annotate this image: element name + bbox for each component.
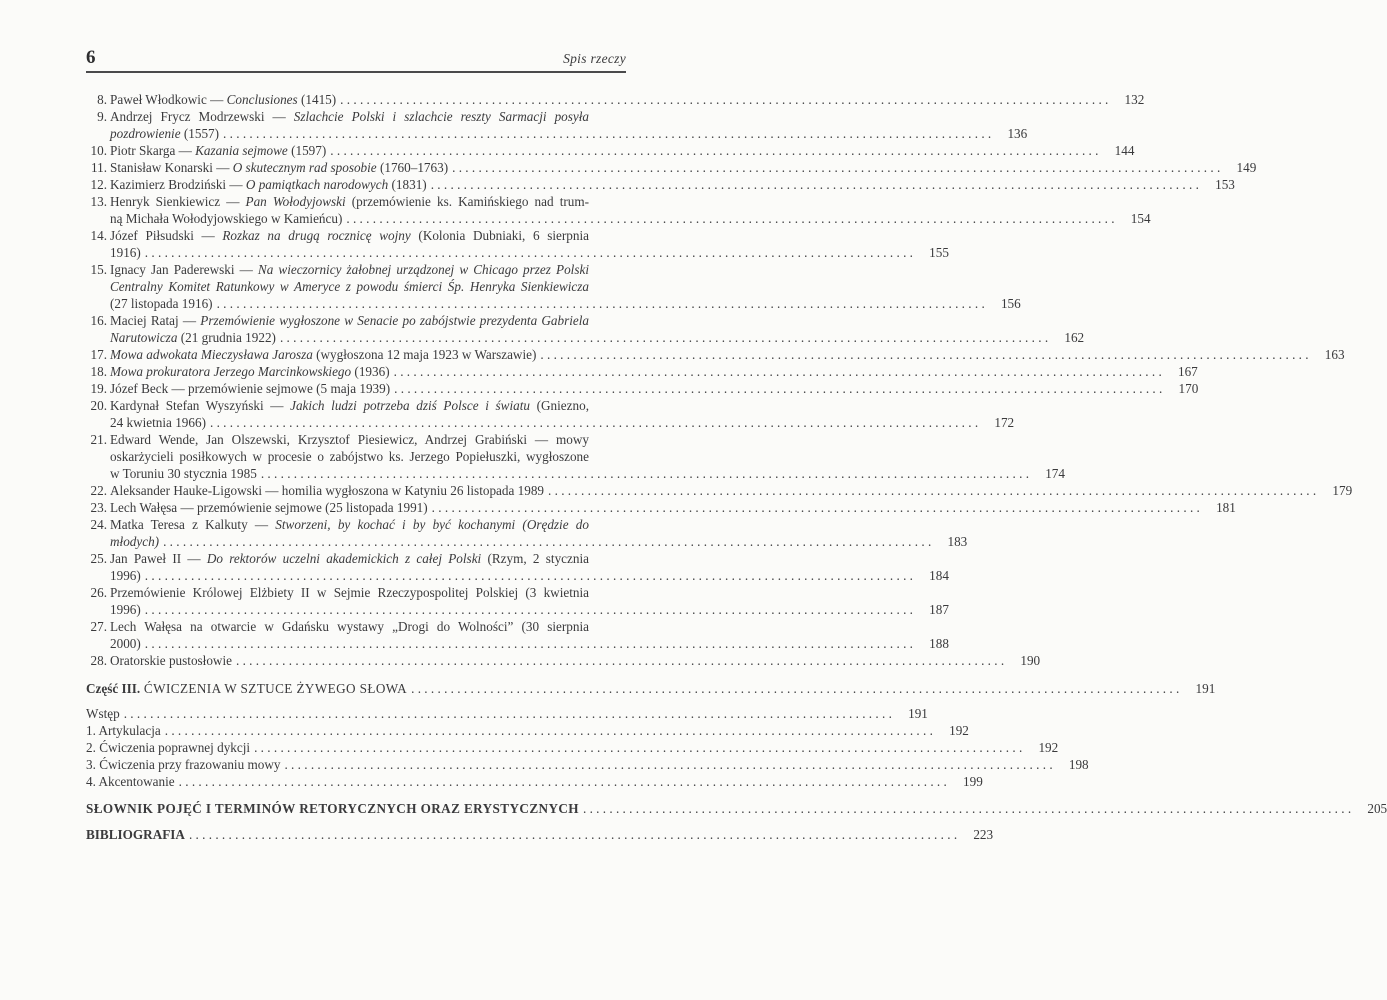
entry-number: 28. bbox=[90, 653, 107, 668]
toc-subentry[interactable] bbox=[86, 739, 1059, 756]
leader-dots bbox=[340, 91, 1108, 108]
toc-entry[interactable] bbox=[86, 346, 1345, 363]
entry-detail: 24 kwietnia 1966) bbox=[110, 415, 206, 430]
entry-title: Szlachcie Polski i szlachcie reszty Sarmacji posyła bbox=[293, 109, 589, 124]
leader-dots bbox=[217, 295, 985, 312]
page-ref: 183 bbox=[947, 534, 968, 549]
entry-title: O pamiątkach narodowych bbox=[245, 177, 389, 192]
toc-entry-line bbox=[86, 244, 949, 261]
page-ref: 199 bbox=[963, 774, 983, 789]
page-ref: 187 bbox=[929, 602, 949, 617]
toc-entry-line bbox=[86, 227, 625, 244]
part3-items bbox=[86, 705, 1089, 790]
entry-author: Stanisław Konarski — bbox=[110, 160, 233, 175]
entry-text bbox=[110, 91, 336, 108]
toc-entry-line bbox=[86, 533, 968, 550]
page-number: 6 bbox=[86, 47, 96, 68]
toc-entries bbox=[86, 91, 1353, 669]
entry-text bbox=[110, 159, 448, 176]
entry-text bbox=[110, 329, 276, 346]
toc-subentry[interactable] bbox=[86, 756, 1089, 773]
entry-detail: (27 listopada 1916) bbox=[110, 296, 213, 311]
page-ref: 181 bbox=[1216, 500, 1236, 515]
toc-entry-line bbox=[86, 363, 1198, 380]
toc-entry[interactable] bbox=[86, 380, 1199, 397]
page-ref: 154 bbox=[1130, 211, 1151, 226]
toc-entry-line bbox=[86, 329, 1085, 346]
toc-entry[interactable] bbox=[86, 431, 1065, 482]
entry-text bbox=[110, 312, 625, 329]
entry-text bbox=[110, 193, 625, 210]
entry-detail: 2000) bbox=[110, 636, 141, 651]
page-ref: 190 bbox=[1020, 653, 1041, 668]
bibliography-label: BIBLIOGRAFIA bbox=[86, 827, 185, 842]
entry-author: Kardynał Stefan Wyszyński — bbox=[110, 398, 291, 413]
toc-subentry[interactable] bbox=[86, 722, 969, 739]
toc-entry-line bbox=[86, 159, 1257, 176]
entry-number: 24. bbox=[90, 517, 107, 532]
toc-entry-line bbox=[86, 312, 625, 329]
toc-entry-line bbox=[86, 550, 625, 567]
toc-glossary[interactable] bbox=[86, 800, 1387, 817]
leader-dots bbox=[431, 176, 1199, 193]
entry-number: 11. bbox=[91, 160, 107, 175]
entry-detail: Lech Wałęsa na otwarcie w Gdańsku wystawy „Drogi do Wolności” (30 sierpnia bbox=[110, 619, 589, 634]
entry-text bbox=[110, 142, 326, 159]
page-ref: 153 bbox=[1215, 177, 1235, 192]
toc-entry[interactable] bbox=[86, 397, 1015, 431]
entry-detail: 1916) bbox=[110, 245, 141, 260]
entry-text bbox=[110, 414, 206, 431]
page-ref: 192 bbox=[1038, 740, 1059, 755]
entry-detail: (1936) bbox=[351, 364, 390, 379]
entry-author: Lech Wałęsa — bbox=[110, 500, 197, 515]
entry-text bbox=[110, 601, 141, 618]
page-ref: 184 bbox=[929, 568, 949, 583]
toc-entry-line bbox=[86, 465, 1065, 482]
entry-author: Aleksander Hauke-Ligowski — bbox=[110, 483, 282, 498]
entry-text bbox=[110, 550, 625, 567]
toc-entry[interactable] bbox=[86, 176, 1235, 193]
entry-text bbox=[110, 584, 625, 601]
entry-title: Mowa prokuratora Jerzego Marcinkowskiego bbox=[110, 364, 352, 379]
entry-text bbox=[110, 635, 141, 652]
toc-entry[interactable] bbox=[86, 227, 949, 261]
page-header bbox=[86, 47, 626, 73]
toc-entry-line bbox=[86, 380, 1199, 397]
subentry-label: 3. Ćwiczenia przy frazowaniu mowy bbox=[86, 757, 281, 772]
page-ref: 167 bbox=[1177, 364, 1198, 379]
toc-entry[interactable] bbox=[86, 261, 1021, 312]
entry-title: Conclusiones bbox=[226, 92, 298, 107]
page-ref: 179 bbox=[1332, 483, 1353, 498]
entry-title: O skutecznym rad sposobie bbox=[232, 160, 377, 175]
entry-number: 15. bbox=[90, 262, 107, 277]
entry-number: 13. bbox=[90, 194, 107, 209]
entry-detail: (Gniezno, bbox=[529, 398, 589, 413]
toc-entry[interactable] bbox=[86, 312, 1085, 346]
page-ref: 156 bbox=[1000, 296, 1021, 311]
page-ref: 163 bbox=[1324, 347, 1345, 362]
toc-entry-line bbox=[86, 414, 1015, 431]
toc-entry[interactable] bbox=[86, 550, 949, 584]
toc-entry[interactable] bbox=[86, 363, 1198, 380]
entry-title: Przemówienie wygłoszone w Senacie po zabójstwie prezydenta Gabriela bbox=[200, 313, 590, 328]
entry-text bbox=[110, 278, 625, 295]
toc-entry[interactable] bbox=[86, 108, 1028, 142]
entry-detail: oskarżycieli posiłkowych w procesie o zabójstwo ks. Jerzego Popiełuszki, wygłoszone bbox=[110, 449, 589, 464]
toc-entry-line bbox=[86, 567, 949, 584]
toc-entry[interactable] bbox=[86, 482, 1353, 499]
entry-number: 16. bbox=[90, 313, 107, 328]
leader-dots bbox=[145, 567, 913, 584]
entry-detail: (Kolonia Dubniaki, 6 sierpnia bbox=[410, 228, 590, 243]
toc-entry[interactable] bbox=[86, 516, 968, 550]
entry-title: Kazania sejmowe bbox=[195, 143, 288, 158]
toc-entry-line bbox=[86, 125, 1028, 142]
toc-entry[interactable] bbox=[86, 618, 949, 652]
leader-dots bbox=[284, 756, 1052, 773]
toc-entry-line bbox=[86, 635, 949, 652]
entry-text bbox=[110, 652, 232, 669]
toc-entry[interactable] bbox=[86, 584, 949, 618]
toc-entry-line bbox=[86, 448, 625, 465]
toc-entry[interactable] bbox=[86, 159, 1257, 176]
page-ref: 223 bbox=[973, 827, 994, 842]
leader-dots bbox=[261, 465, 1029, 482]
leader-dots bbox=[583, 800, 1351, 817]
entry-author: Ignacy Jan Paderewski — bbox=[110, 262, 258, 277]
entry-title: Narutowicza bbox=[110, 330, 178, 345]
entry-text bbox=[110, 516, 625, 533]
toc-entry[interactable] bbox=[86, 499, 1236, 516]
page-ref: 174 bbox=[1045, 466, 1065, 481]
entry-detail: (1597) bbox=[287, 143, 327, 158]
leader-dots bbox=[145, 244, 913, 261]
entry-detail: (przemówienie ks. Kamińskiego nad trum- bbox=[345, 194, 589, 209]
entry-detail: przemówienie sejmowe (25 listopada 1991) bbox=[196, 500, 428, 515]
toc-entry-line bbox=[86, 210, 1151, 227]
leader-dots bbox=[223, 125, 991, 142]
page-ref: 155 bbox=[929, 245, 949, 260]
page-ref: 162 bbox=[1064, 330, 1085, 345]
toc-entry-line bbox=[86, 618, 625, 635]
running-title: Spis rzeczy bbox=[563, 51, 626, 66]
entry-detail: (Rzym, 2 stycznia bbox=[481, 551, 589, 566]
page-ref: 191 bbox=[908, 706, 928, 721]
page-ref: 191 bbox=[1195, 681, 1216, 696]
entry-author: Matka Teresa z Kalkuty — bbox=[110, 517, 276, 532]
page-ref: 132 bbox=[1124, 92, 1145, 107]
entry-author: Andrzej Frycz Modrzewski — bbox=[110, 109, 294, 124]
toc-entry-line bbox=[86, 601, 949, 618]
leader-dots bbox=[452, 159, 1220, 176]
toc-entry-line bbox=[86, 193, 625, 210]
page-ref: 149 bbox=[1236, 160, 1257, 175]
entry-text bbox=[110, 227, 625, 244]
entry-number: 20. bbox=[90, 398, 107, 413]
leader-dots bbox=[330, 142, 1098, 159]
leader-dots bbox=[394, 363, 1162, 380]
entry-number: 10. bbox=[90, 143, 107, 158]
entry-title: Do rektorów uczelni akademickich z całej Polski bbox=[206, 551, 482, 566]
glossary-label: SŁOWNIK POJĘĆ I TERMINÓW RETORYCZNYCH ORAZ ERYSTYCZNYCH bbox=[86, 801, 579, 816]
entry-title: Mowa adwokata Mieczysława Jarosza bbox=[110, 347, 313, 362]
part-label: Część III. bbox=[86, 681, 141, 696]
entry-number: 9. bbox=[97, 109, 107, 124]
entry-text bbox=[110, 210, 342, 227]
leader-dots bbox=[124, 705, 892, 722]
entry-number: 19. bbox=[90, 381, 107, 396]
entry-text bbox=[110, 363, 390, 380]
toc-entry-line bbox=[86, 278, 625, 295]
entry-title: Pan Wołodyjowski bbox=[245, 194, 346, 209]
leader-dots bbox=[540, 346, 1308, 363]
entry-author: Edward Wende, Jan Olszewski, Krzysztof Piesiewicz, Andrzej Grabiński — bbox=[110, 432, 557, 447]
entry-number: 17. bbox=[90, 347, 107, 362]
entry-text bbox=[110, 618, 625, 635]
leader-dots bbox=[236, 652, 1004, 669]
entry-text bbox=[110, 108, 625, 125]
entry-detail: (1415) bbox=[297, 92, 337, 107]
toc-subentry[interactable] bbox=[86, 705, 928, 722]
subentry-label: 4. Akcentowanie bbox=[86, 774, 175, 789]
entry-number: 21. bbox=[90, 432, 107, 447]
entry-text bbox=[110, 295, 213, 312]
entry-title: młodych) bbox=[110, 534, 160, 549]
entry-text bbox=[110, 261, 625, 278]
toc-entry-line bbox=[86, 584, 625, 601]
leader-dots bbox=[163, 533, 931, 550]
entry-detail: mowy bbox=[556, 432, 589, 447]
entry-text bbox=[110, 397, 625, 414]
entry-text bbox=[110, 346, 536, 363]
subentry-label: 1. Artykulacja bbox=[86, 723, 161, 738]
entry-text bbox=[110, 448, 625, 465]
entry-text bbox=[110, 176, 427, 193]
entry-author: Paweł Włodkowic — bbox=[110, 92, 227, 107]
entry-author: Maciej Rataj — bbox=[110, 313, 201, 328]
entry-author: Kazimierz Brodziński — bbox=[110, 177, 246, 192]
entry-text bbox=[110, 465, 257, 482]
entry-text bbox=[110, 431, 625, 448]
leader-dots bbox=[411, 680, 1179, 697]
toc-entry-line bbox=[86, 142, 1135, 159]
part-title: ĆWICZENIA W SZTUCE ŻYWEGO SŁOWA bbox=[140, 681, 408, 696]
toc-entry-line bbox=[86, 261, 625, 278]
entry-text bbox=[110, 380, 390, 397]
entry-text bbox=[110, 567, 141, 584]
subentry-label: 2. Ćwiczenia poprawnej dykcji bbox=[86, 740, 251, 755]
entry-text bbox=[110, 499, 428, 516]
leader-dots bbox=[394, 380, 1162, 397]
entry-title: Centralny Komitet Ratunkowy w Ameryce z powodu śmierci Śp. Henryka Sienkiewicza bbox=[110, 279, 589, 294]
entry-detail: homilia wygłoszona w Katyniu 26 listopada 1989 bbox=[281, 483, 545, 498]
toc-entry-line bbox=[86, 652, 1041, 669]
entry-detail: (1831) bbox=[388, 177, 427, 192]
toc-entry-line bbox=[86, 482, 1353, 499]
entry-detail: przemówienie sejmowe (5 maja 1939) bbox=[188, 381, 391, 396]
leader-dots bbox=[165, 722, 933, 739]
entry-number: 26. bbox=[90, 585, 107, 600]
leader-dots bbox=[346, 210, 1114, 227]
leader-dots bbox=[254, 739, 1022, 756]
leader-dots bbox=[179, 773, 947, 790]
toc-subentry[interactable] bbox=[86, 773, 983, 790]
entry-title: Jakich ludzi potrzeba dziś Polsce i światu bbox=[290, 398, 530, 413]
leader-dots bbox=[189, 826, 957, 843]
toc-entry-line bbox=[86, 431, 625, 448]
toc-entry-line bbox=[86, 516, 625, 533]
entry-number: 25. bbox=[90, 551, 107, 566]
entry-author: Piotr Skarga — bbox=[110, 143, 196, 158]
leader-dots bbox=[210, 414, 978, 431]
entry-number: 27. bbox=[90, 619, 107, 634]
entry-author: Józef Beck — bbox=[110, 381, 188, 396]
leader-dots bbox=[145, 601, 913, 618]
entry-number: 12. bbox=[90, 177, 107, 192]
page-ref: 188 bbox=[929, 636, 949, 651]
entry-detail: w Toruniu 30 stycznia 1985 bbox=[110, 466, 257, 481]
toc-entry-line bbox=[86, 397, 625, 414]
entry-title: Na wieczornicy żałobnej urządzonej w Chicago przez Polski bbox=[257, 262, 589, 277]
toc-entry[interactable] bbox=[86, 142, 1135, 159]
leader-dots bbox=[548, 482, 1316, 499]
subentry-label: Wstęp bbox=[86, 706, 120, 721]
toc-entry-line bbox=[86, 499, 1236, 516]
entry-detail: (21 grudnia 1922) bbox=[177, 330, 276, 345]
entry-number: 8. bbox=[97, 92, 107, 107]
entry-detail: Przemówienie Królowej Elżbiety II w Sejmie Rzeczypospolitej Polskiej (3 kwietnia bbox=[110, 585, 589, 600]
toc-part-heading[interactable] bbox=[86, 680, 1216, 697]
toc-entry[interactable] bbox=[86, 652, 1041, 669]
entry-author: Józef Piłsudski — bbox=[110, 228, 223, 243]
entry-title: Stworzeni, by kochać i by być kochanymi (Orędzie do bbox=[275, 517, 589, 532]
toc-bibliography[interactable] bbox=[86, 826, 994, 843]
entry-author: Jan Paweł II — bbox=[110, 551, 207, 566]
leader-dots bbox=[145, 635, 913, 652]
toc-entry[interactable] bbox=[86, 91, 1145, 108]
entry-detail: (1760–1763) bbox=[376, 160, 449, 175]
leader-dots bbox=[432, 499, 1200, 516]
entry-author: Henryk Sienkiewicz — bbox=[110, 194, 246, 209]
entry-number: 23. bbox=[90, 500, 107, 515]
entry-number: 22. bbox=[90, 483, 107, 498]
toc-entry-line bbox=[86, 346, 1345, 363]
entry-number: 14. bbox=[90, 228, 107, 243]
entry-text bbox=[110, 533, 159, 550]
entry-detail: 1996) bbox=[110, 602, 141, 617]
entry-number: 18. bbox=[90, 364, 107, 379]
entry-title: Rozkaz na drugą rocznicę wojny bbox=[222, 228, 411, 243]
page-ref: 192 bbox=[949, 723, 969, 738]
entry-detail: ną Michała Wołodyjowskiego w Kamieńcu) bbox=[110, 211, 343, 226]
page-ref: 205 bbox=[1367, 801, 1387, 816]
entry-text bbox=[110, 244, 141, 261]
entry-text bbox=[110, 482, 544, 499]
table-of-contents bbox=[86, 91, 1387, 843]
entry-title: pozdrowienie bbox=[110, 126, 181, 141]
toc-entry-line bbox=[86, 176, 1235, 193]
entry-detail: 1996) bbox=[110, 568, 141, 583]
toc-entry-line bbox=[86, 108, 625, 125]
toc-entry-line bbox=[86, 295, 1021, 312]
entry-text bbox=[110, 125, 219, 142]
page-ref: 172 bbox=[994, 415, 1015, 430]
page-ref: 170 bbox=[1178, 381, 1199, 396]
page-ref: 198 bbox=[1068, 757, 1089, 772]
entry-detail: (wygłoszona 12 maja 1923 w Warszawie) bbox=[312, 347, 537, 362]
entry-detail: (1557) bbox=[180, 126, 220, 141]
leader-dots bbox=[280, 329, 1048, 346]
toc-entry-line bbox=[86, 91, 1145, 108]
page-ref: 136 bbox=[1007, 126, 1028, 141]
entry-detail: Oratorskie pustosłowie bbox=[110, 653, 232, 668]
page-ref: 144 bbox=[1114, 143, 1135, 158]
toc-entry[interactable] bbox=[86, 193, 1151, 227]
